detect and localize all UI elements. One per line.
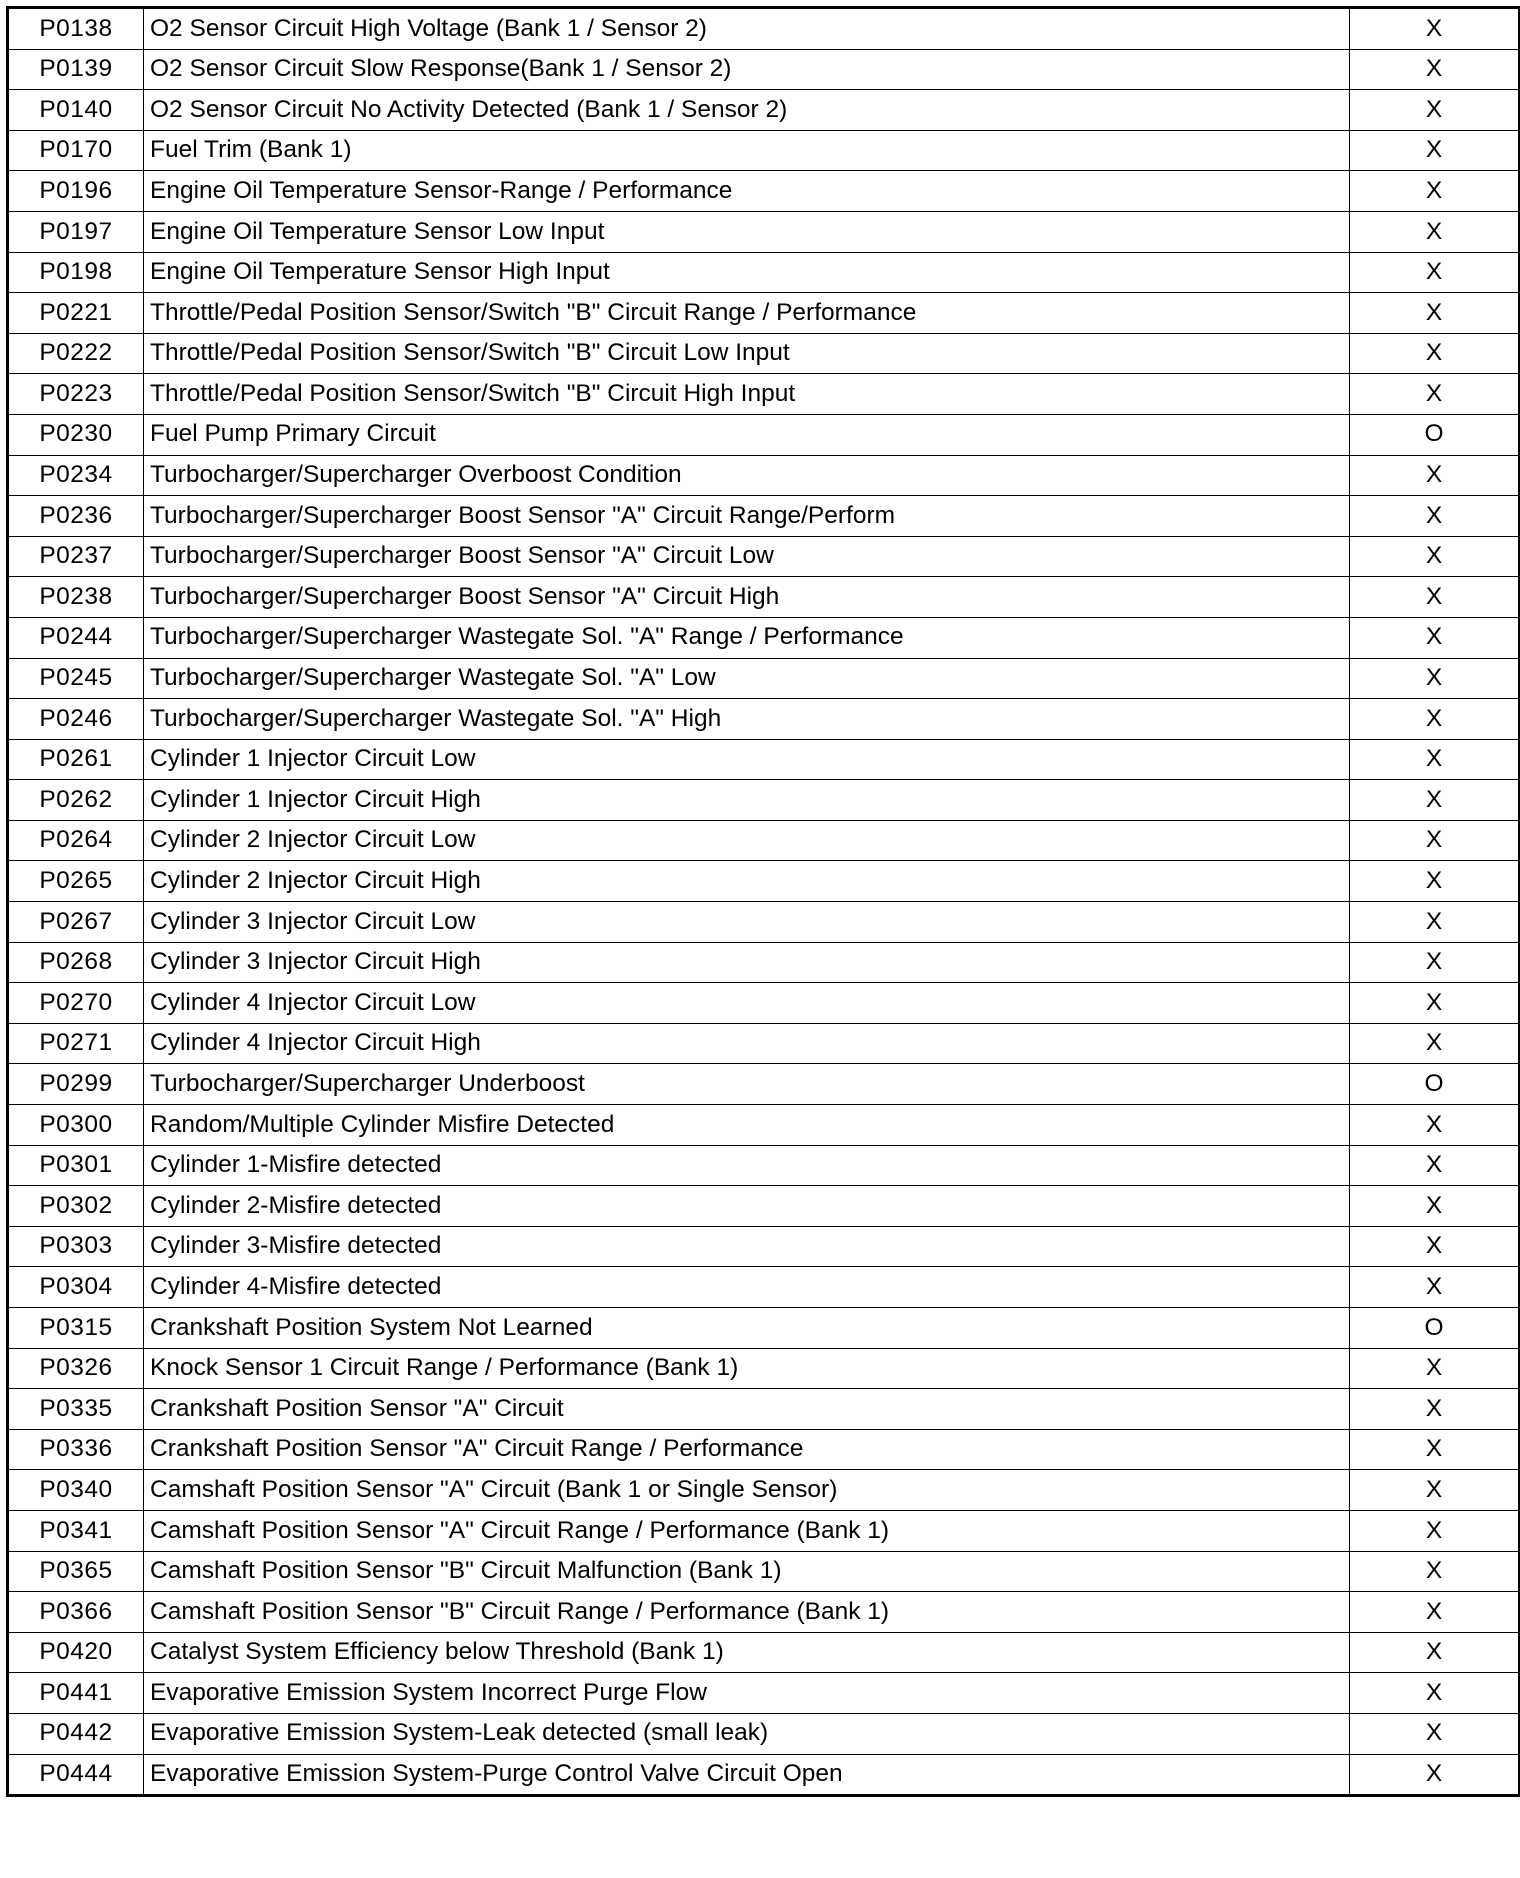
dtc-code-cell: P0302 xyxy=(8,1186,144,1227)
table-row xyxy=(8,1754,1520,1796)
dtc-description-cell: Cylinder 2 Injector Circuit High xyxy=(144,861,1350,902)
dtc-mark-cell: X xyxy=(1350,1105,1520,1146)
dtc-code-cell: P0139 xyxy=(8,49,144,90)
dtc-mark-cell: X xyxy=(1350,820,1520,861)
dtc-code-cell: P0336 xyxy=(8,1429,144,1470)
dtc-description-cell: Turbocharger/Supercharger Underboost xyxy=(144,1064,1350,1105)
dtc-mark-cell: X xyxy=(1350,861,1520,902)
dtc-code-cell: P0442 xyxy=(8,1713,144,1754)
table-row xyxy=(8,1226,1520,1267)
dtc-description-cell: Cylinder 3 Injector Circuit Low xyxy=(144,902,1350,943)
dtc-description-cell: Throttle/Pedal Position Sensor/Switch "B" Circuit Low Input xyxy=(144,333,1350,374)
table-row xyxy=(8,739,1520,780)
table-row xyxy=(8,1348,1520,1389)
table-row xyxy=(8,658,1520,699)
dtc-description-cell: Fuel Pump Primary Circuit xyxy=(144,414,1350,455)
dtc-mark-cell: X xyxy=(1350,983,1520,1024)
dtc-mark-cell: X xyxy=(1350,252,1520,293)
dtc-description-cell: Evaporative Emission System-Leak detected (small leak) xyxy=(144,1713,1350,1754)
dtc-description-cell: Crankshaft Position Sensor "A" Circuit Range / Performance xyxy=(144,1429,1350,1470)
table-row xyxy=(8,1064,1520,1105)
dtc-mark-cell: X xyxy=(1350,333,1520,374)
table-row xyxy=(8,1592,1520,1633)
table-row xyxy=(8,1429,1520,1470)
table-row xyxy=(8,374,1520,415)
dtc-description-cell: Crankshaft Position System Not Learned xyxy=(144,1308,1350,1349)
dtc-code-cell: P0341 xyxy=(8,1510,144,1551)
dtc-description-cell: Camshaft Position Sensor "B" Circuit Range / Performance (Bank 1) xyxy=(144,1592,1350,1633)
dtc-description-cell: O2 Sensor Circuit High Voltage (Bank 1 / Sensor 2) xyxy=(144,8,1350,50)
dtc-mark-cell: X xyxy=(1350,1673,1520,1714)
dtc-description-cell: Turbocharger/Supercharger Wastegate Sol. "A" Low xyxy=(144,658,1350,699)
dtc-code-cell: P0444 xyxy=(8,1754,144,1796)
dtc-code-cell: P0237 xyxy=(8,536,144,577)
table-row xyxy=(8,455,1520,496)
table-row xyxy=(8,1632,1520,1673)
dtc-description-cell: Cylinder 3 Injector Circuit High xyxy=(144,942,1350,983)
dtc-mark-cell: X xyxy=(1350,1429,1520,1470)
dtc-code-cell: P0245 xyxy=(8,658,144,699)
dtc-mark-cell: X xyxy=(1350,942,1520,983)
dtc-code-cell: P0315 xyxy=(8,1308,144,1349)
dtc-description-cell: Evaporative Emission System-Purge Control Valve Circuit Open xyxy=(144,1754,1350,1796)
dtc-mark-cell: X xyxy=(1350,293,1520,334)
dtc-description-cell: Engine Oil Temperature Sensor High Input xyxy=(144,252,1350,293)
dtc-description-cell: Cylinder 3-Misfire detected xyxy=(144,1226,1350,1267)
dtc-mark-cell: X xyxy=(1350,171,1520,212)
table-row xyxy=(8,942,1520,983)
dtc-description-cell: Throttle/Pedal Position Sensor/Switch "B" Circuit Range / Performance xyxy=(144,293,1350,334)
dtc-mark-cell: X xyxy=(1350,1226,1520,1267)
dtc-description-cell: Camshaft Position Sensor "A" Circuit Range / Performance (Bank 1) xyxy=(144,1510,1350,1551)
dtc-mark-cell: X xyxy=(1350,130,1520,171)
dtc-code-cell: P0365 xyxy=(8,1551,144,1592)
dtc-description-cell: Turbocharger/Supercharger Overboost Condition xyxy=(144,455,1350,496)
table-row xyxy=(8,90,1520,131)
dtc-description-cell: Engine Oil Temperature Sensor Low Input xyxy=(144,211,1350,252)
dtc-code-cell: P0267 xyxy=(8,902,144,943)
table-row xyxy=(8,293,1520,334)
dtc-code-cell: P0270 xyxy=(8,983,144,1024)
dtc-mark-cell: X xyxy=(1350,1023,1520,1064)
table-row xyxy=(8,130,1520,171)
dtc-code-cell: P0335 xyxy=(8,1389,144,1430)
dtc-mark-cell: X xyxy=(1350,536,1520,577)
table-row xyxy=(8,1267,1520,1308)
table-row xyxy=(8,171,1520,212)
table-row xyxy=(8,861,1520,902)
dtc-code-cell: P0236 xyxy=(8,496,144,537)
dtc-table-body xyxy=(8,8,1520,1796)
table-row xyxy=(8,699,1520,740)
dtc-table xyxy=(6,6,1520,1797)
dtc-code-cell: P0301 xyxy=(8,1145,144,1186)
dtc-mark-cell: X xyxy=(1350,577,1520,618)
dtc-description-cell: Turbocharger/Supercharger Wastegate Sol. "A" Range / Performance xyxy=(144,617,1350,658)
dtc-mark-cell: X xyxy=(1350,8,1520,50)
dtc-table-container xyxy=(6,6,1508,1797)
dtc-mark-cell: X xyxy=(1350,699,1520,740)
table-row xyxy=(8,414,1520,455)
dtc-code-cell: P0271 xyxy=(8,1023,144,1064)
table-row xyxy=(8,820,1520,861)
dtc-code-cell: P0197 xyxy=(8,211,144,252)
table-row xyxy=(8,252,1520,293)
dtc-mark-cell: X xyxy=(1350,455,1520,496)
dtc-mark-cell: X xyxy=(1350,1348,1520,1389)
dtc-mark-cell: X xyxy=(1350,1389,1520,1430)
dtc-description-cell: Cylinder 4-Misfire detected xyxy=(144,1267,1350,1308)
table-row xyxy=(8,983,1520,1024)
dtc-mark-cell: O xyxy=(1350,414,1520,455)
dtc-code-cell: P0303 xyxy=(8,1226,144,1267)
table-row xyxy=(8,1105,1520,1146)
table-row xyxy=(8,1186,1520,1227)
dtc-mark-cell: O xyxy=(1350,1308,1520,1349)
dtc-code-cell: P0138 xyxy=(8,8,144,50)
dtc-mark-cell: X xyxy=(1350,1470,1520,1511)
table-row xyxy=(8,1145,1520,1186)
dtc-description-cell: Knock Sensor 1 Circuit Range / Performance (Bank 1) xyxy=(144,1348,1350,1389)
dtc-code-cell: P0140 xyxy=(8,90,144,131)
table-row xyxy=(8,1713,1520,1754)
dtc-mark-cell: X xyxy=(1350,658,1520,699)
dtc-mark-cell: X xyxy=(1350,90,1520,131)
dtc-description-cell: Catalyst System Efficiency below Threshold (Bank 1) xyxy=(144,1632,1350,1673)
table-row xyxy=(8,577,1520,618)
dtc-mark-cell: X xyxy=(1350,1145,1520,1186)
dtc-mark-cell: X xyxy=(1350,902,1520,943)
dtc-description-cell: Turbocharger/Supercharger Boost Sensor "A" Circuit High xyxy=(144,577,1350,618)
table-row xyxy=(8,1551,1520,1592)
dtc-code-cell: P0420 xyxy=(8,1632,144,1673)
dtc-description-cell: Cylinder 1 Injector Circuit Low xyxy=(144,739,1350,780)
dtc-description-cell: Random/Multiple Cylinder Misfire Detected xyxy=(144,1105,1350,1146)
dtc-mark-cell: X xyxy=(1350,1551,1520,1592)
dtc-description-cell: Cylinder 2 Injector Circuit Low xyxy=(144,820,1350,861)
dtc-description-cell: Turbocharger/Supercharger Boost Sensor "A" Circuit Low xyxy=(144,536,1350,577)
dtc-description-cell: O2 Sensor Circuit Slow Response(Bank 1 / Sensor 2) xyxy=(144,49,1350,90)
dtc-code-cell: P0262 xyxy=(8,780,144,821)
dtc-mark-cell: X xyxy=(1350,1713,1520,1754)
dtc-mark-cell: X xyxy=(1350,1267,1520,1308)
dtc-code-cell: P0300 xyxy=(8,1105,144,1146)
dtc-description-cell: Crankshaft Position Sensor "A" Circuit xyxy=(144,1389,1350,1430)
table-row xyxy=(8,1510,1520,1551)
table-row xyxy=(8,902,1520,943)
dtc-description-cell: Cylinder 4 Injector Circuit High xyxy=(144,1023,1350,1064)
dtc-description-cell: Camshaft Position Sensor "B" Circuit Malfunction (Bank 1) xyxy=(144,1551,1350,1592)
table-row xyxy=(8,211,1520,252)
dtc-description-cell: Cylinder 2-Misfire detected xyxy=(144,1186,1350,1227)
table-row xyxy=(8,1470,1520,1511)
dtc-mark-cell: X xyxy=(1350,739,1520,780)
dtc-code-cell: P0196 xyxy=(8,171,144,212)
dtc-mark-cell: X xyxy=(1350,1632,1520,1673)
dtc-mark-cell: X xyxy=(1350,49,1520,90)
dtc-mark-cell: X xyxy=(1350,1186,1520,1227)
table-row xyxy=(8,617,1520,658)
table-row xyxy=(8,1389,1520,1430)
dtc-code-cell: P0441 xyxy=(8,1673,144,1714)
dtc-mark-cell: X xyxy=(1350,617,1520,658)
dtc-description-cell: Turbocharger/Supercharger Wastegate Sol. "A" High xyxy=(144,699,1350,740)
dtc-mark-cell: X xyxy=(1350,1754,1520,1796)
dtc-code-cell: P0246 xyxy=(8,699,144,740)
dtc-mark-cell: X xyxy=(1350,780,1520,821)
dtc-code-cell: P0223 xyxy=(8,374,144,415)
dtc-description-cell: Camshaft Position Sensor "A" Circuit (Bank 1 or Single Sensor) xyxy=(144,1470,1350,1511)
dtc-code-cell: P0234 xyxy=(8,455,144,496)
dtc-description-cell: Fuel Trim (Bank 1) xyxy=(144,130,1350,171)
dtc-code-cell: P0340 xyxy=(8,1470,144,1511)
table-row xyxy=(8,1673,1520,1714)
dtc-mark-cell: X xyxy=(1350,1510,1520,1551)
dtc-code-cell: P0198 xyxy=(8,252,144,293)
dtc-code-cell: P0261 xyxy=(8,739,144,780)
dtc-code-cell: P0238 xyxy=(8,577,144,618)
table-row xyxy=(8,496,1520,537)
dtc-code-cell: P0299 xyxy=(8,1064,144,1105)
dtc-code-cell: P0244 xyxy=(8,617,144,658)
dtc-code-cell: P0222 xyxy=(8,333,144,374)
dtc-mark-cell: X xyxy=(1350,374,1520,415)
dtc-description-cell: Evaporative Emission System Incorrect Purge Flow xyxy=(144,1673,1350,1714)
table-row xyxy=(8,1308,1520,1349)
dtc-mark-cell: X xyxy=(1350,496,1520,537)
dtc-description-cell: Turbocharger/Supercharger Boost Sensor "A" Circuit Range/Perform xyxy=(144,496,1350,537)
table-row xyxy=(8,333,1520,374)
table-row xyxy=(8,49,1520,90)
dtc-code-cell: P0230 xyxy=(8,414,144,455)
dtc-code-cell: P0170 xyxy=(8,130,144,171)
dtc-code-cell: P0264 xyxy=(8,820,144,861)
dtc-code-cell: P0268 xyxy=(8,942,144,983)
dtc-code-cell: P0326 xyxy=(8,1348,144,1389)
dtc-code-cell: P0221 xyxy=(8,293,144,334)
dtc-description-cell: Cylinder 1 Injector Circuit High xyxy=(144,780,1350,821)
dtc-code-cell: P0366 xyxy=(8,1592,144,1633)
dtc-mark-cell: X xyxy=(1350,211,1520,252)
dtc-mark-cell: O xyxy=(1350,1064,1520,1105)
dtc-description-cell: O2 Sensor Circuit No Activity Detected (Bank 1 / Sensor 2) xyxy=(144,90,1350,131)
dtc-description-cell: Engine Oil Temperature Sensor-Range / Performance xyxy=(144,171,1350,212)
table-row xyxy=(8,8,1520,50)
dtc-description-cell: Cylinder 1-Misfire detected xyxy=(144,1145,1350,1186)
dtc-code-cell: P0304 xyxy=(8,1267,144,1308)
dtc-description-cell: Throttle/Pedal Position Sensor/Switch "B" Circuit High Input xyxy=(144,374,1350,415)
dtc-mark-cell: X xyxy=(1350,1592,1520,1633)
dtc-description-cell: Cylinder 4 Injector Circuit Low xyxy=(144,983,1350,1024)
table-row xyxy=(8,780,1520,821)
table-row xyxy=(8,536,1520,577)
table-row xyxy=(8,1023,1520,1064)
dtc-code-cell: P0265 xyxy=(8,861,144,902)
